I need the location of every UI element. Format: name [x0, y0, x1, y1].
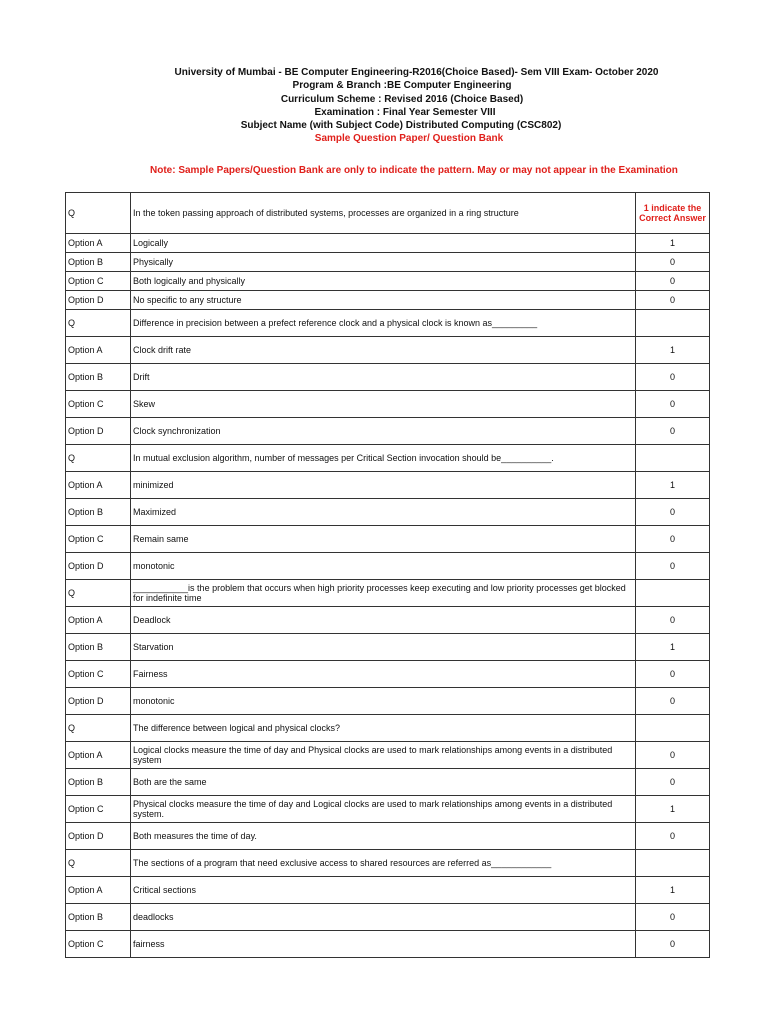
- option-text: Logical clocks measure the time of day and Physical clocks are used to mark relationships among events in a distributed system: [131, 742, 636, 769]
- answer-value: 0: [636, 291, 710, 310]
- option-text: Clock drift rate: [131, 337, 636, 364]
- option-row: [66, 391, 710, 418]
- option-label: Option D: [66, 291, 131, 310]
- question-row: [66, 850, 710, 877]
- answer-value: 0: [636, 904, 710, 931]
- answer-value: 0: [636, 499, 710, 526]
- option-text: Drift: [131, 364, 636, 391]
- question-label: Q: [66, 580, 131, 607]
- option-label: Option C: [66, 526, 131, 553]
- answer-value: 0: [636, 391, 710, 418]
- option-row: [66, 796, 710, 823]
- option-text: Skew: [131, 391, 636, 418]
- option-text: No specific to any structure: [131, 291, 636, 310]
- question-label: Q: [66, 850, 131, 877]
- answer-value: 1: [636, 337, 710, 364]
- option-text: Critical sections: [131, 877, 636, 904]
- option-text: fairness: [131, 931, 636, 958]
- option-text: Both measures the time of day.: [131, 823, 636, 850]
- option-label: Option D: [66, 418, 131, 445]
- option-label: Option D: [66, 553, 131, 580]
- header-subject-line: Subject Name (with Subject Code) Distributed Computing (CSC802): [240, 120, 562, 132]
- answer-value: 0: [636, 272, 710, 291]
- option-row: [66, 499, 710, 526]
- option-row: [66, 253, 710, 272]
- option-text: Clock synchronization: [131, 418, 636, 445]
- answer-value: 0: [636, 526, 710, 553]
- disclaimer-note: Note: Sample Papers/Question Bank are only to indicate the pattern. May or may not appear in the Examination: [150, 165, 678, 176]
- answer-value: 0: [636, 364, 710, 391]
- option-label: Option B: [66, 769, 131, 796]
- option-label: Option C: [66, 931, 131, 958]
- question-row: [66, 445, 710, 472]
- option-label: Option A: [66, 472, 131, 499]
- option-label: Option B: [66, 253, 131, 272]
- answer-value: 0: [636, 418, 710, 445]
- option-label: Option A: [66, 607, 131, 634]
- question-text: ___________is the problem that occurs when high priority processes keep executing and low priority processes get blocked for indefinite time: [131, 580, 636, 607]
- option-row: [66, 337, 710, 364]
- option-text: Physically: [131, 253, 636, 272]
- option-label: Option D: [66, 688, 131, 715]
- option-row: [66, 234, 710, 253]
- question-row: [66, 193, 710, 234]
- option-text: minimized: [131, 472, 636, 499]
- option-label: Option A: [66, 234, 131, 253]
- answer-value: 0: [636, 661, 710, 688]
- document-header: [0, 66, 768, 146]
- question-label: Q: [66, 310, 131, 337]
- option-row: [66, 418, 710, 445]
- option-label: Option C: [66, 661, 131, 688]
- answer-value: 1: [636, 234, 710, 253]
- header-program-line: Program & Branch :BE Computer Engineering: [292, 80, 512, 92]
- option-text: deadlocks: [131, 904, 636, 931]
- option-row: [66, 634, 710, 661]
- correct-answer-header: 1 indicate the Correct Answer: [636, 193, 710, 234]
- option-label: Option C: [66, 391, 131, 418]
- question-bank-table: [65, 192, 710, 958]
- option-text: Maximized: [131, 499, 636, 526]
- answer-value: 1: [636, 796, 710, 823]
- option-row: [66, 364, 710, 391]
- question-row: [66, 580, 710, 607]
- option-label: Option C: [66, 796, 131, 823]
- option-label: Option A: [66, 877, 131, 904]
- answer-value: 1: [636, 634, 710, 661]
- option-label: Option A: [66, 337, 131, 364]
- option-row: [66, 877, 710, 904]
- option-text: Both are the same: [131, 769, 636, 796]
- header-sample-paper-line: Sample Question Paper/ Question Bank: [314, 133, 504, 145]
- option-text: Physical clocks measure the time of day and Logical clocks are used to mark relationships among events in a distributed system.: [131, 796, 636, 823]
- option-row: [66, 904, 710, 931]
- option-row: [66, 526, 710, 553]
- question-text: In the token passing approach of distributed systems, processes are organized in a ring structure: [131, 193, 636, 234]
- answer-value: 0: [636, 742, 710, 769]
- answer-value: 0: [636, 553, 710, 580]
- header-university-line: University of Mumbai - BE Computer Engineering-R2016(Choice Based)- Sem VIII Exam- October 2020: [174, 67, 659, 78]
- option-label: Option B: [66, 499, 131, 526]
- option-text: Fairness: [131, 661, 636, 688]
- header-curriculum-line: Curriculum Scheme : Revised 2016 (Choice Based): [280, 93, 524, 105]
- option-row: [66, 688, 710, 715]
- answer-value: [636, 715, 710, 742]
- question-row: [66, 715, 710, 742]
- question-text: The sections of a program that need exclusive access to shared resources are referred as____________: [131, 850, 636, 877]
- option-row: [66, 607, 710, 634]
- option-row: [66, 472, 710, 499]
- question-label: Q: [66, 445, 131, 472]
- option-row: [66, 553, 710, 580]
- option-row: [66, 742, 710, 769]
- option-text: monotonic: [131, 553, 636, 580]
- question-label: Q: [66, 193, 131, 234]
- option-row: [66, 272, 710, 291]
- answer-value: [636, 580, 710, 607]
- option-row: [66, 291, 710, 310]
- question-text: Difference in precision between a prefect reference clock and a physical clock is known as_________: [131, 310, 636, 337]
- answer-value: 0: [636, 931, 710, 958]
- header-examination-line: Examination : Final Year Semester VIII: [314, 106, 496, 118]
- option-text: Logically: [131, 234, 636, 253]
- option-row: [66, 931, 710, 958]
- option-label: Option D: [66, 823, 131, 850]
- option-text: Remain same: [131, 526, 636, 553]
- answer-value: 1: [636, 877, 710, 904]
- answer-value: [636, 310, 710, 337]
- option-row: [66, 823, 710, 850]
- answer-value: 1: [636, 472, 710, 499]
- option-text: monotonic: [131, 688, 636, 715]
- question-row: [66, 310, 710, 337]
- answer-value: 0: [636, 823, 710, 850]
- option-label: Option B: [66, 634, 131, 661]
- option-label: Option B: [66, 904, 131, 931]
- option-text: Deadlock: [131, 607, 636, 634]
- option-row: [66, 769, 710, 796]
- option-label: Option A: [66, 742, 131, 769]
- answer-value: [636, 850, 710, 877]
- answer-value: 0: [636, 688, 710, 715]
- option-text: Both logically and physically: [131, 272, 636, 291]
- option-row: [66, 661, 710, 688]
- option-label: Option B: [66, 364, 131, 391]
- question-text: The difference between logical and physical clocks?: [131, 715, 636, 742]
- answer-value: 0: [636, 769, 710, 796]
- answer-value: 0: [636, 607, 710, 634]
- question-text: In mutual exclusion algorithm, number of messages per Critical Section invocation should be__________.: [131, 445, 636, 472]
- option-text: Starvation: [131, 634, 636, 661]
- answer-value: [636, 445, 710, 472]
- option-label: Option C: [66, 272, 131, 291]
- answer-value: 0: [636, 253, 710, 272]
- question-label: Q: [66, 715, 131, 742]
